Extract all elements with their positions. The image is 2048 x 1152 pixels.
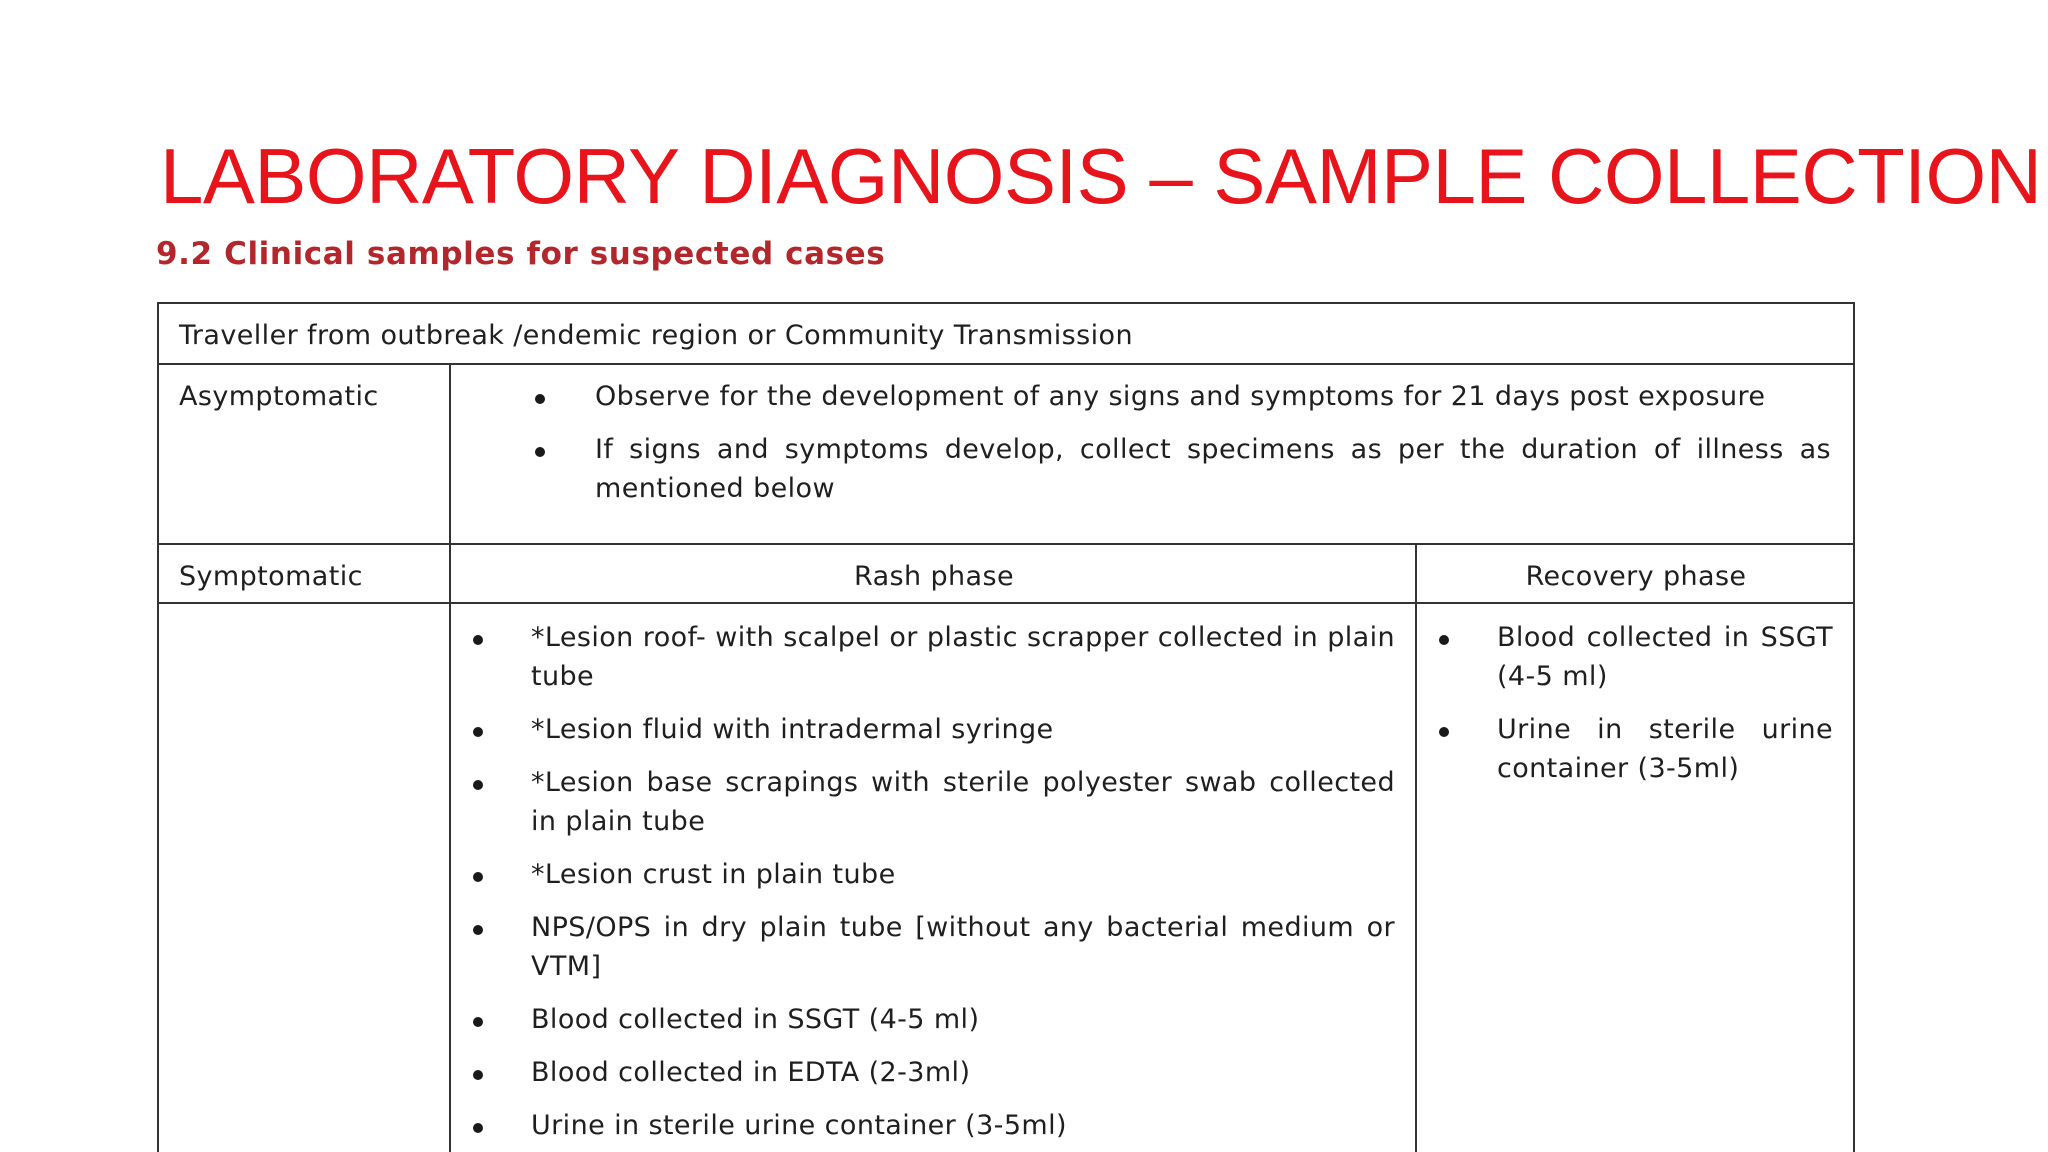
symptomatic-label-cell (158, 544, 450, 603)
list-item-text: *Lesion roof- with scalpel or plastic scrapper collected in plain tube (531, 622, 1395, 692)
list-item (1497, 710, 1833, 788)
rash-phase-samples-cell (450, 603, 1416, 1152)
list-item (531, 1106, 1395, 1145)
list-item (531, 618, 1395, 696)
symptomatic-empty-cell (158, 603, 450, 1152)
list-item-text: Observe for the development of any signs and symptoms for 21 days post exposure (595, 381, 1766, 412)
bullet-icon (535, 394, 545, 404)
list-item-text: NPS/OPS in dry plain tube [without any bacterial medium or VTM] (531, 912, 1395, 982)
section-heading: 9.2 Clinical samples for suspected cases (156, 236, 886, 272)
bullet-icon (1439, 635, 1449, 645)
list-item-text: *Lesion crust in plain tube (531, 859, 896, 890)
traveller-header-text: Traveller from outbreak /endemic region or Community Transmission (179, 320, 1133, 351)
asymptomatic-instructions-cell (450, 364, 1854, 544)
bullet-icon (473, 727, 483, 737)
symptomatic-samples-row (158, 603, 1854, 1152)
rash-phase-heading: Rash phase (854, 561, 1014, 592)
list-item-text: Blood collected in SSGT (4-5 ml) (1497, 622, 1834, 692)
list-item-text: If signs and symptoms develop, collect specimens as per the duration of illness as mentioned below (595, 434, 1832, 504)
list-item (595, 377, 1831, 416)
list-item (531, 855, 1395, 894)
traveller-header-cell (158, 303, 1854, 364)
bullet-icon (473, 925, 483, 935)
bullet-icon (473, 1017, 483, 1027)
rash-phase-header-cell (450, 544, 1416, 603)
bullet-icon (473, 1070, 483, 1080)
list-item-text: Urine in sterile urine container (3-5ml) (531, 1110, 1067, 1141)
table-header-row (158, 303, 1854, 364)
list-item-text: Urine in sterile urine container (3-5ml) (1497, 714, 1834, 784)
clinical-samples-table (157, 302, 1855, 1152)
list-item (595, 430, 1831, 508)
bullet-icon (473, 780, 483, 790)
list-item (1497, 618, 1833, 696)
list-item (531, 1053, 1395, 1092)
recovery-phase-samples-cell (1416, 603, 1854, 1152)
slide-title: LABORATORY DIAGNOSIS – SAMPLE COLLECTION (160, 132, 2042, 220)
asymptomatic-label: Asymptomatic (179, 381, 379, 412)
bullet-icon (535, 447, 545, 457)
list-item-text: Blood collected in SSGT (4-5 ml) (531, 1004, 980, 1035)
recovery-phase-header-cell (1416, 544, 1854, 603)
recovery-phase-heading: Recovery phase (1525, 561, 1747, 592)
bullet-icon (473, 872, 483, 882)
asymptomatic-label-cell (158, 364, 450, 544)
symptomatic-label: Symptomatic (179, 561, 363, 592)
rash-phase-list (451, 604, 1415, 1145)
list-item (531, 908, 1395, 986)
list-item-text: *Lesion base scrapings with sterile polyester swab collected in plain tube (531, 767, 1395, 837)
list-item-text: Blood collected in EDTA (2-3ml) (531, 1057, 971, 1088)
bullet-icon (473, 1123, 483, 1133)
bullet-icon (1439, 727, 1449, 737)
bullet-icon (473, 635, 483, 645)
list-item-text: *Lesion fluid with intradermal syringe (531, 714, 1054, 745)
list-item (531, 710, 1395, 749)
asymptomatic-list (451, 365, 1853, 526)
list-item (531, 763, 1395, 841)
list-item (531, 1000, 1395, 1039)
asymptomatic-row (158, 364, 1854, 544)
recovery-phase-list (1417, 604, 1853, 788)
phase-header-row (158, 544, 1854, 603)
